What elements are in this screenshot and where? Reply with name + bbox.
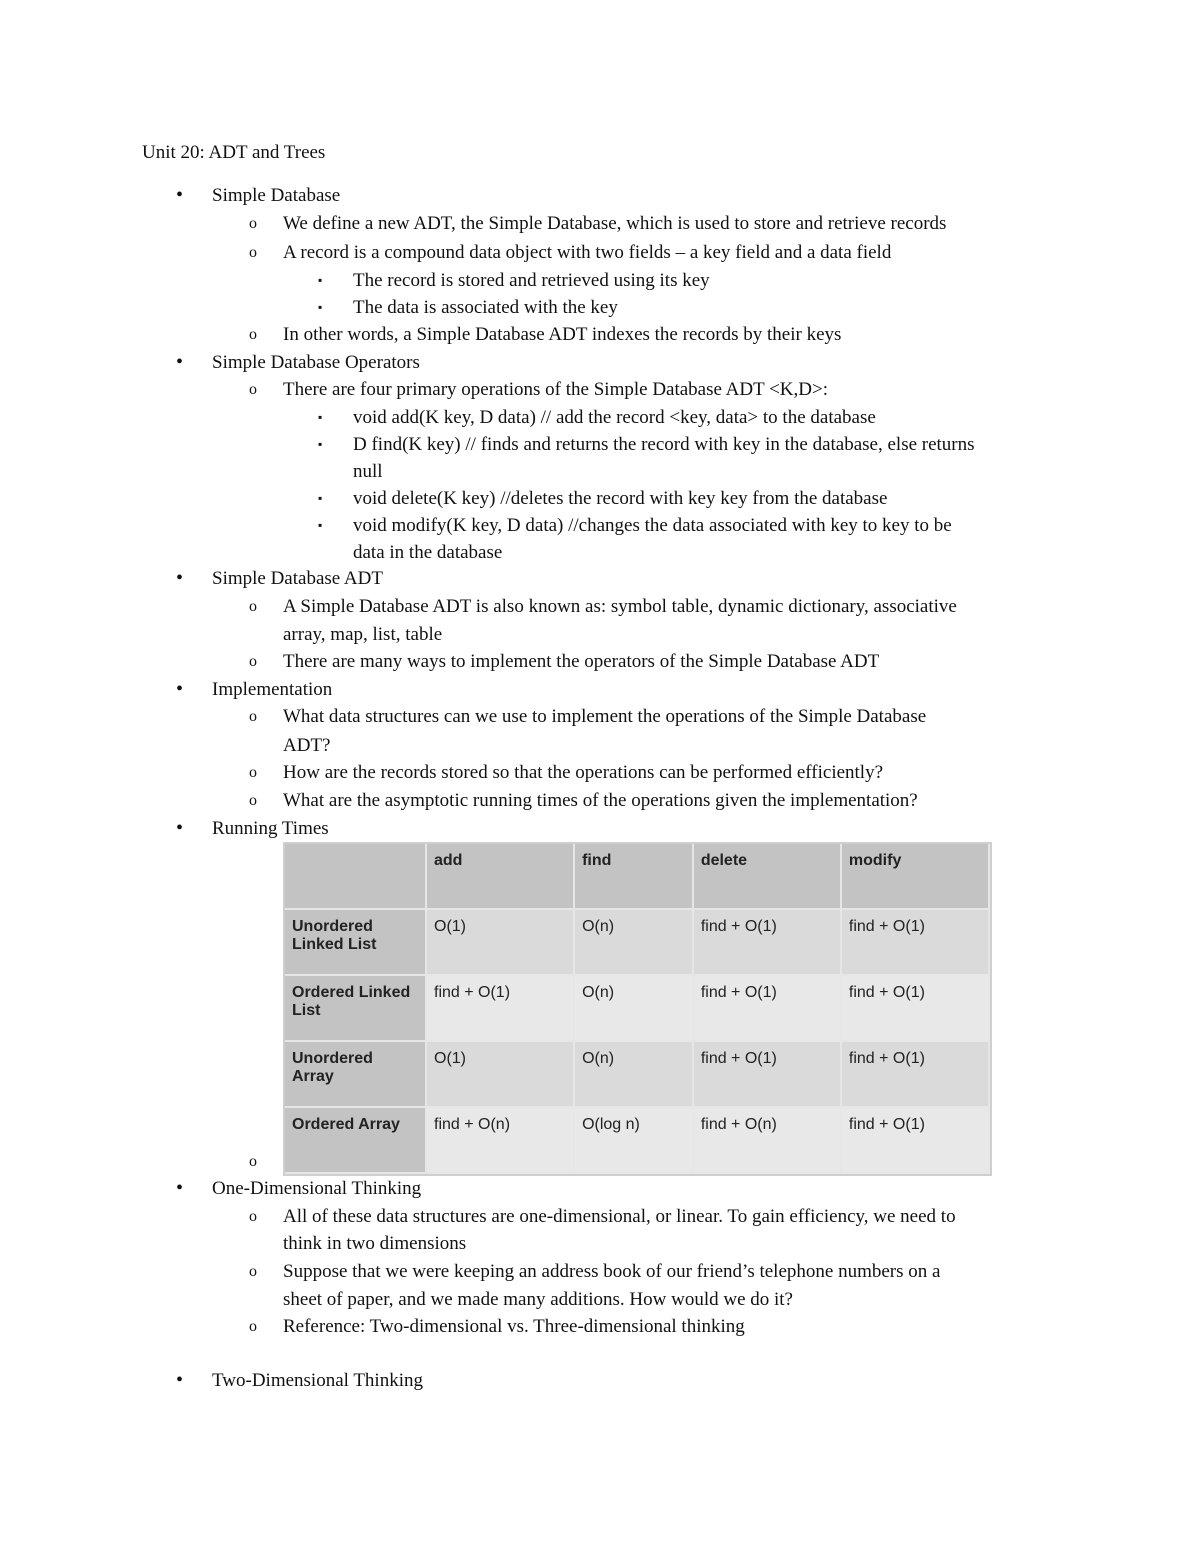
table-row bbox=[285, 1108, 990, 1174]
circle-marker: o bbox=[249, 653, 257, 670]
heading-adt: Simple Database ADT bbox=[212, 568, 383, 589]
list-item: void delete(K key) //deletes the record with key key from the database bbox=[353, 488, 888, 509]
bullet-marker: • bbox=[176, 567, 184, 589]
square-marker: ▪ bbox=[318, 437, 323, 451]
table-cell: find + O(1) bbox=[842, 910, 990, 976]
table-row bbox=[285, 976, 990, 1042]
table-header-cell: add bbox=[427, 844, 575, 910]
circle-marker: o bbox=[249, 792, 257, 809]
heading-implementation: Implementation bbox=[212, 679, 333, 700]
table-row-header: Ordered Array bbox=[285, 1108, 427, 1174]
circle-marker: o bbox=[249, 708, 257, 725]
circle-marker: o bbox=[249, 215, 257, 232]
table-cell: O(n) bbox=[575, 910, 694, 976]
circle-marker: o bbox=[249, 598, 257, 615]
square-marker: ▪ bbox=[318, 273, 323, 287]
list-item: D find(K key) // finds and returns the record with key in the database, else returns bbox=[353, 434, 975, 455]
circle-marker: o bbox=[249, 381, 257, 398]
table-cell: O(1) bbox=[427, 910, 575, 976]
circle-marker: o bbox=[249, 1263, 257, 1280]
list-item: What are the asymptotic running times of the operations given the implementation? bbox=[283, 790, 918, 811]
circle-marker: o bbox=[249, 1318, 257, 1335]
table-row bbox=[285, 1042, 990, 1108]
list-item: Reference: Two-dimensional vs. Three-dimensional thinking bbox=[283, 1316, 745, 1337]
table-row-header: Unordered Array bbox=[285, 1042, 427, 1108]
bullet-marker: • bbox=[176, 817, 184, 839]
table-cell: O(n) bbox=[575, 1042, 694, 1108]
square-marker: ▪ bbox=[318, 410, 323, 424]
table-cell: find + O(1) bbox=[842, 1042, 990, 1108]
table-cell: find + O(n) bbox=[427, 1108, 575, 1174]
bullet-marker: • bbox=[176, 1369, 184, 1391]
list-item: All of these data structures are one-dimensional, or linear. To gain efficiency, we need to bbox=[283, 1206, 956, 1227]
square-marker: ▪ bbox=[318, 491, 323, 505]
list-item: How are the records stored so that the operations can be performed efficiently? bbox=[283, 762, 884, 783]
heading-operators: Simple Database Operators bbox=[212, 352, 420, 373]
list-item: void add(K key, D data) // add the record <key, data> to the database bbox=[353, 407, 876, 428]
heading-two-dimensional: Two-Dimensional Thinking bbox=[212, 1370, 423, 1391]
table-row-header: Ordered Linked List bbox=[285, 976, 427, 1042]
circle-marker: o bbox=[249, 326, 257, 343]
table-cell: find + O(1) bbox=[694, 1042, 842, 1108]
list-item: The data is associated with the key bbox=[353, 297, 618, 318]
list-item-continuation: sheet of paper, and we made many additions. How would we do it? bbox=[283, 1289, 793, 1310]
table-header-cell: delete bbox=[694, 844, 842, 910]
square-marker: ▪ bbox=[318, 300, 323, 314]
table-cell: O(1) bbox=[427, 1042, 575, 1108]
table-cell: O(log n) bbox=[575, 1108, 694, 1174]
list-item: The record is stored and retrieved using its key bbox=[353, 270, 710, 291]
table-cell: find + O(1) bbox=[694, 910, 842, 976]
table-row-header: Unordered Linked List bbox=[285, 910, 427, 976]
circle-marker: o bbox=[249, 1153, 257, 1170]
list-item: A record is a compound data object with two fields – a key field and a data field bbox=[283, 242, 892, 263]
running-times-table bbox=[283, 842, 992, 1176]
circle-marker: o bbox=[249, 244, 257, 261]
list-item: What data structures can we use to implement the operations of the Simple Database bbox=[283, 706, 927, 727]
table-cell: find + O(1) bbox=[842, 1108, 990, 1174]
bullet-marker: • bbox=[176, 678, 184, 700]
table-header-cell: modify bbox=[842, 844, 990, 910]
list-item: We define a new ADT, the Simple Database, which is used to store and retrieve records bbox=[283, 213, 947, 234]
table-row bbox=[285, 910, 990, 976]
list-item: There are four primary operations of the Simple Database ADT <K,D>: bbox=[283, 379, 828, 400]
table-cell: find + O(1) bbox=[427, 976, 575, 1042]
circle-marker: o bbox=[249, 764, 257, 781]
table-cell: find + O(n) bbox=[694, 1108, 842, 1174]
square-marker: ▪ bbox=[318, 518, 323, 532]
table-cell: find + O(1) bbox=[842, 976, 990, 1042]
heading-running-times: Running Times bbox=[212, 818, 329, 839]
table-header-row bbox=[285, 844, 990, 910]
table-cell: find + O(1) bbox=[694, 976, 842, 1042]
list-item-continuation: null bbox=[353, 461, 383, 482]
bullet-marker: • bbox=[176, 351, 184, 373]
table-header-cell bbox=[285, 844, 427, 910]
document-title: Unit 20: ADT and Trees bbox=[142, 142, 326, 163]
heading-one-dimensional: One-Dimensional Thinking bbox=[212, 1178, 422, 1199]
list-item: In other words, a Simple Database ADT indexes the records by their keys bbox=[283, 324, 842, 345]
list-item-continuation: ADT? bbox=[283, 735, 331, 756]
list-item-continuation: think in two dimensions bbox=[283, 1233, 467, 1254]
bullet-marker: • bbox=[176, 184, 184, 206]
list-item-continuation: array, map, list, table bbox=[283, 624, 443, 645]
list-item: Suppose that we were keeping an address book of our friend’s telephone numbers on a bbox=[283, 1261, 941, 1282]
table-cell: O(n) bbox=[575, 976, 694, 1042]
table-header-cell: find bbox=[575, 844, 694, 910]
circle-marker: o bbox=[249, 1208, 257, 1225]
list-item: A Simple Database ADT is also known as: symbol table, dynamic dictionary, associative bbox=[283, 596, 957, 617]
list-item-continuation: data in the database bbox=[353, 542, 503, 563]
list-item: There are many ways to implement the operators of the Simple Database ADT bbox=[283, 651, 880, 672]
bullet-marker: • bbox=[176, 1177, 184, 1199]
heading-simple-database: Simple Database bbox=[212, 185, 341, 206]
list-item: void modify(K key, D data) //changes the data associated with key to key to be bbox=[353, 515, 952, 536]
